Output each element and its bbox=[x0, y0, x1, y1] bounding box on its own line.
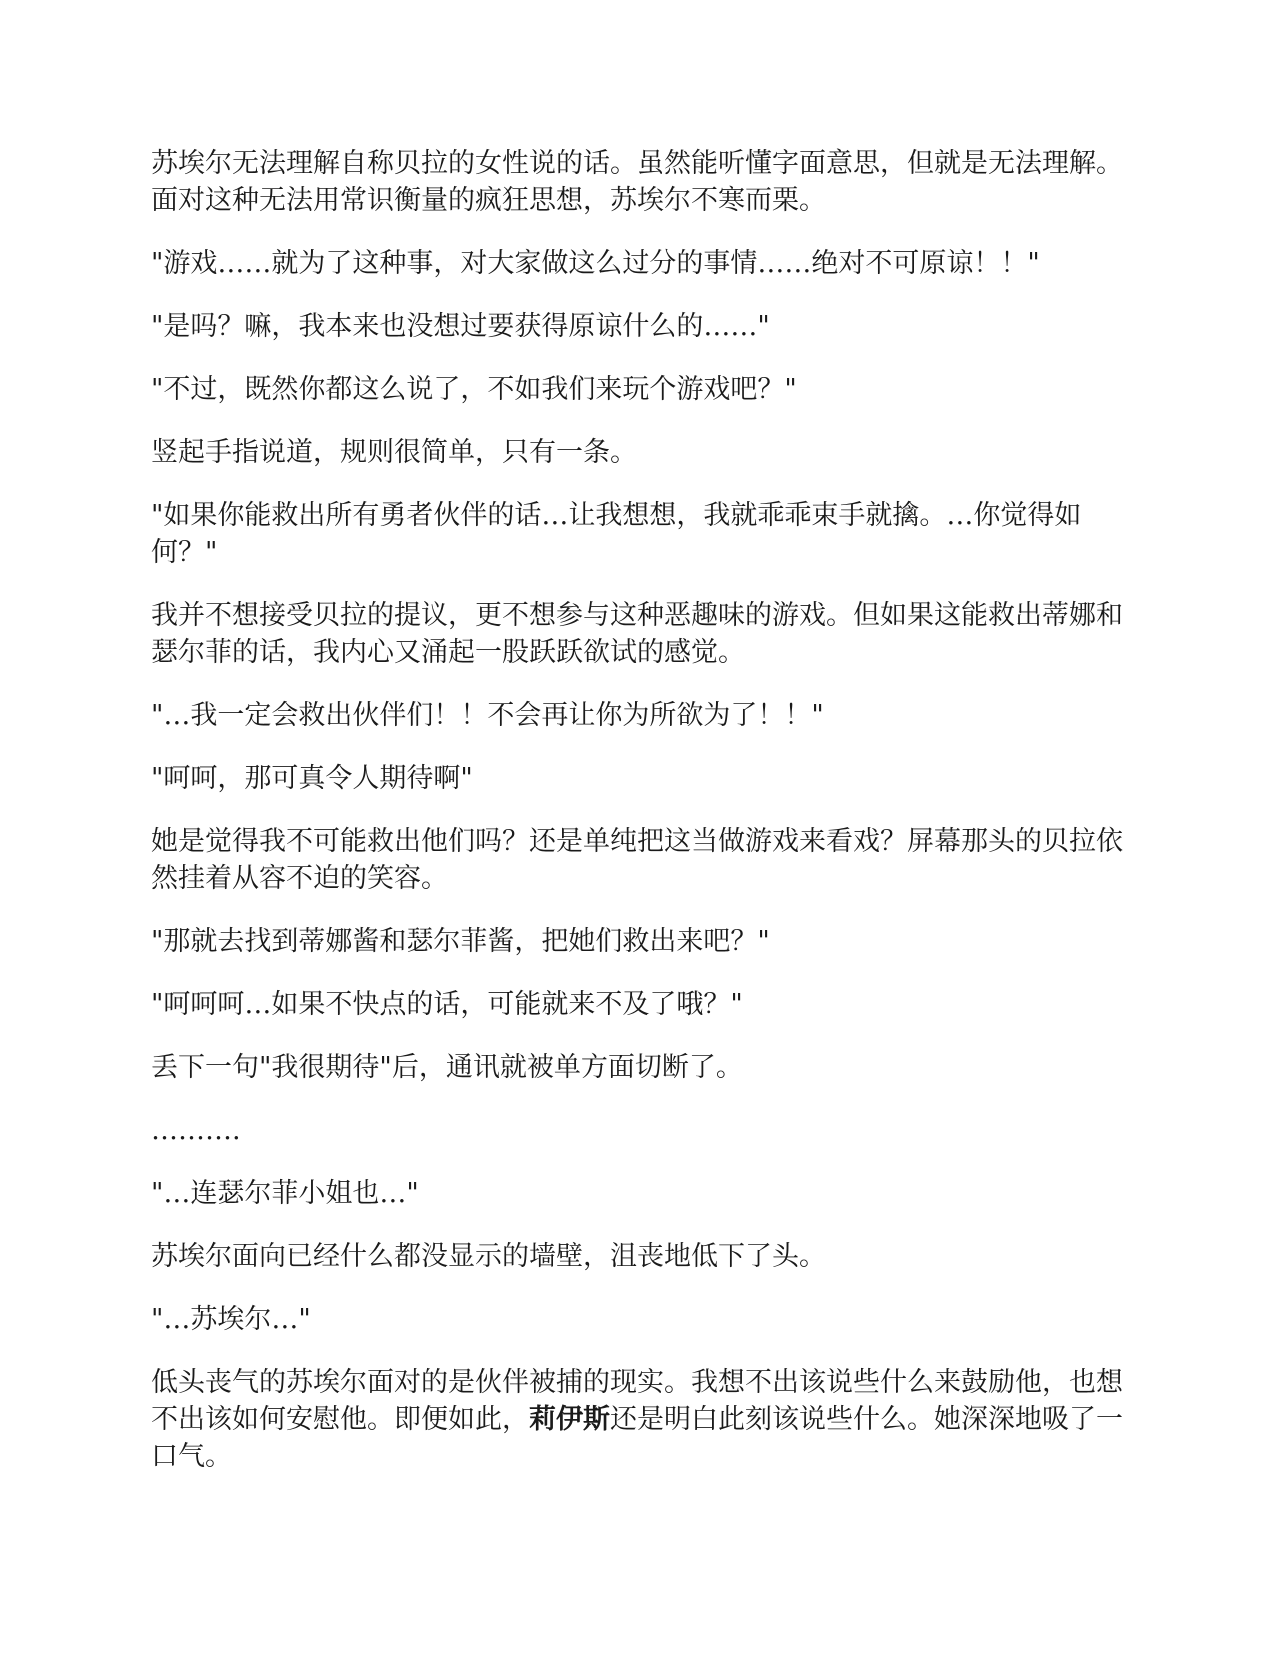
paragraph-narration-7 bbox=[151, 1364, 1141, 1475]
paragraph-scene-break: ………. bbox=[151, 1115, 241, 1146]
paragraph-dialogue-8: "呵呵呵…如果不快点的话，可能就来不及了哦？" bbox=[151, 989, 743, 1020]
paragraph-dialogue-3: "不过，既然你都这么说了，不如我们来玩个游戏吧？" bbox=[151, 374, 797, 405]
document-page bbox=[151, 145, 1141, 1501]
paragraph-dialogue-6: "呵呵，那可真令人期待啊" bbox=[151, 763, 473, 794]
character-name-highlight: 莉伊斯 bbox=[529, 1404, 610, 1435]
paragraph-dialogue-1: "游戏……就为了这种事，对大家做这么过分的事情……绝对不可原谅！！" bbox=[151, 248, 1040, 279]
paragraph-text-before-name: 低头丧气的苏埃尔面对的是伙伴被捕的现实。我想不出该说些什么来鼓励他，也想不出该如何安慰他。即便如此， bbox=[151, 1367, 1123, 1435]
paragraph-narration-6: 苏埃尔面向已经什么都没显示的墙壁，沮丧地低下了头。 bbox=[151, 1241, 826, 1272]
paragraph-dialogue-7: "那就去找到蒂娜酱和瑟尔菲酱，把她们救出来吧？" bbox=[151, 926, 770, 957]
paragraph-narration-4: 她是觉得我不可能救出他们吗？还是单纯把这当做游戏来看戏？屏幕那头的贝拉依然挂着从容不迫的笑容。 bbox=[151, 826, 1123, 894]
paragraph-text-after-name: 还是明白此刻该说些什么。她深深地吸了一口气。 bbox=[151, 1404, 1123, 1472]
paragraph-dialogue-5: "…我一定会救出伙伴们！！不会再让你为所欲为了！！" bbox=[151, 700, 824, 731]
paragraph-narration-5: 丢下一句"我很期待"后，通讯就被单方面切断了。 bbox=[151, 1052, 743, 1083]
paragraph-dialogue-4: "如果你能救出所有勇者伙伴的话…让我想想，我就乖乖束手就擒。…你觉得如何？" bbox=[151, 500, 1082, 568]
paragraph-narration-2: 竖起手指说道，规则很简单，只有一条。 bbox=[151, 437, 637, 468]
paragraph-dialogue-2: "是吗？嘛，我本来也没想过要获得原谅什么的……" bbox=[151, 311, 770, 342]
paragraph-narration-3: 我并不想接受贝拉的提议，更不想参与这种恶趣味的游戏。但如果这能救出蒂娜和瑟尔菲的话，我内心又涌起一股跃跃欲试的感觉。 bbox=[151, 600, 1123, 668]
paragraph-dialogue-10: "…苏埃尔…" bbox=[151, 1304, 311, 1335]
paragraph-narration-1: 苏埃尔无法理解自称贝拉的女性说的话。虽然能听懂字面意思，但就是无法理解。面对这种无法用常识衡量的疯狂思想，苏埃尔不寒而栗。 bbox=[151, 148, 1123, 216]
paragraph-dialogue-9: "…连瑟尔菲小姐也…" bbox=[151, 1178, 419, 1209]
